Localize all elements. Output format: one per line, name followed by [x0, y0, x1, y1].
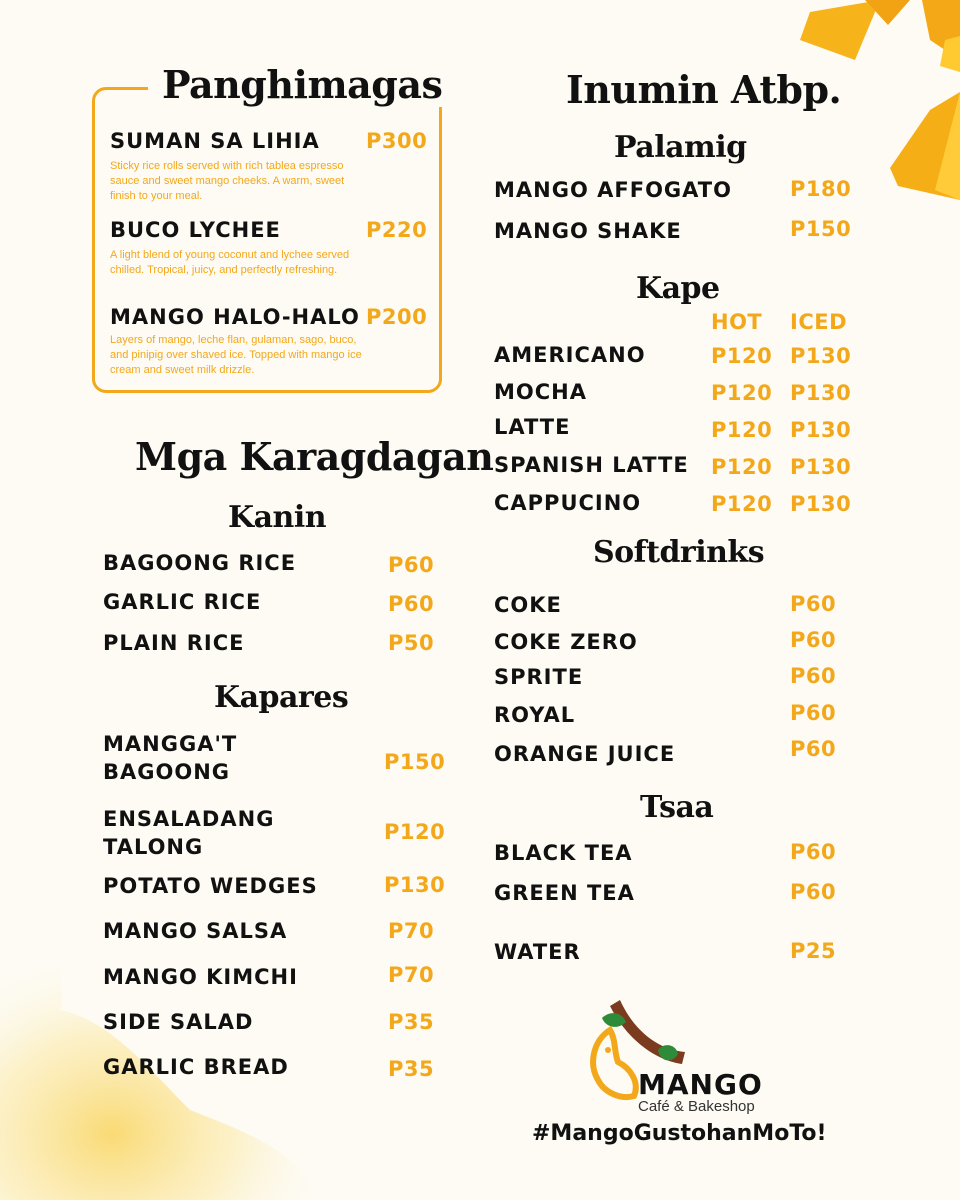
dessert-price: P220 — [366, 218, 428, 242]
menu-item-name: MANGO SHAKE — [494, 219, 682, 243]
menu-item-price: P50 — [388, 631, 435, 655]
iced-price: P130 — [790, 492, 852, 516]
menu-item-price: P60 — [388, 592, 435, 616]
menu-item-name: SPRITE — [494, 665, 584, 689]
brand-hashtag: #MangoGustohanMoTo! — [532, 1121, 827, 1146]
menu-item-name: WATER — [494, 940, 581, 964]
menu-item-name: ROYAL — [494, 703, 576, 727]
iced-price: P130 — [790, 344, 852, 368]
kanin-title: Kanin — [228, 500, 327, 535]
dessert-name: BUCO LYCHEE — [110, 218, 281, 242]
menu-item-name: GARLIC BREAD — [103, 1055, 289, 1079]
kapares-title: Kapares — [214, 680, 349, 715]
menu-item-name: LATTE — [494, 415, 571, 439]
desserts-title: Panghimagas — [148, 62, 456, 107]
menu-item-name: AMERICANO — [494, 343, 646, 367]
menu-item-name: BLACK TEA — [494, 841, 633, 865]
menu-item-name: POTATO WEDGES — [103, 874, 318, 898]
menu-item-price: P60 — [790, 840, 837, 864]
iced-price: P130 — [790, 381, 852, 405]
extras-title: Mga Karagdagan — [135, 434, 494, 479]
dessert-price: P200 — [366, 305, 428, 329]
softdrinks-title: Softdrinks — [593, 535, 765, 570]
menu-item-price: P180 — [790, 177, 852, 201]
dessert-description: Layers of mango, leche flan, gulaman, sago, buco, and pinipig over shaved ice. Topped with mango ice cream and sweet milk drizzle. — [110, 334, 362, 376]
menu-item-name: GREEN TEA — [494, 881, 635, 905]
hot-price: P120 — [711, 344, 773, 368]
menu-item-price: P150 — [790, 217, 852, 241]
menu-item-name: COKE ZERO — [494, 630, 638, 654]
hot-column-label: HOT — [711, 310, 763, 334]
menu-item-name: MOCHA — [494, 380, 587, 404]
menu-item-name: ORANGE JUICE — [494, 742, 676, 766]
menu-item-name: MANGO KIMCHI — [103, 965, 298, 989]
menu-item-price: P60 — [790, 664, 837, 688]
menu-item-name: MANGO SALSA — [103, 919, 288, 943]
drinks-title: Inumin Atbp. — [566, 67, 842, 112]
menu-item-name: COKE — [494, 593, 562, 617]
iced-price: P130 — [790, 455, 852, 479]
menu-item-name: PLAIN RICE — [103, 631, 245, 655]
menu-item-name: GARLIC RICE — [103, 590, 262, 614]
dessert-price: P300 — [366, 129, 428, 153]
menu-item-price: P60 — [790, 628, 837, 652]
menu-item-price: P35 — [388, 1010, 435, 1034]
menu-item-name: SPANISH LATTE — [494, 453, 689, 477]
menu-item-price: P120 — [384, 820, 446, 844]
menu-item-price: P130 — [384, 873, 446, 897]
dessert-name: SUMAN SA LIHIA — [110, 129, 320, 153]
iced-column-label: ICED — [790, 310, 848, 334]
menu-item-name: CAPPUCINO — [494, 491, 642, 515]
menu-item-price: P60 — [790, 737, 837, 761]
dessert-description: A light blend of young coconut and lychee served chilled. Tropical, juicy, and perfectly refreshing. — [110, 249, 350, 276]
iced-price: P130 — [790, 418, 852, 442]
menu-item-price: P60 — [388, 553, 435, 577]
menu-item-price: P70 — [388, 963, 435, 987]
menu-item-name: ENSALADANG TALONG — [103, 807, 275, 859]
menu-item-price: P60 — [790, 701, 837, 725]
dessert-name: MANGO HALO-HALO — [110, 305, 360, 329]
menu-item-price: P60 — [790, 592, 837, 616]
menu-item-price: P25 — [790, 939, 837, 963]
menu-item-name: BAGOONG RICE — [103, 551, 297, 575]
menu-item-price: P60 — [790, 880, 837, 904]
brand-subtitle: Café & Bakeshop — [638, 1098, 755, 1115]
kape-title: Kape — [636, 271, 720, 306]
hot-price: P120 — [711, 455, 773, 479]
hot-price: P120 — [711, 381, 773, 405]
tsaa-title: Tsaa — [640, 790, 714, 825]
menu-item-name: SIDE SALAD — [103, 1010, 254, 1034]
hot-price: P120 — [711, 418, 773, 442]
watercolor-splash-decoration — [0, 900, 330, 1200]
palamig-title: Palamig — [614, 130, 747, 165]
brand-name: MANGO — [638, 1068, 763, 1101]
menu-item-price: P150 — [384, 750, 446, 774]
menu-item-price: P70 — [388, 919, 435, 943]
menu-item-name: MANGGA'T BAGOONG — [103, 732, 238, 784]
dessert-description: Sticky rice rolls served with rich tablea espresso sauce and sweet mango cheeks. A warm, sweet finish to your meal. — [110, 160, 345, 202]
hot-price: P120 — [711, 492, 773, 516]
menu-item-name: MANGO AFFOGATO — [494, 178, 732, 202]
menu-item-price: P35 — [388, 1057, 435, 1081]
